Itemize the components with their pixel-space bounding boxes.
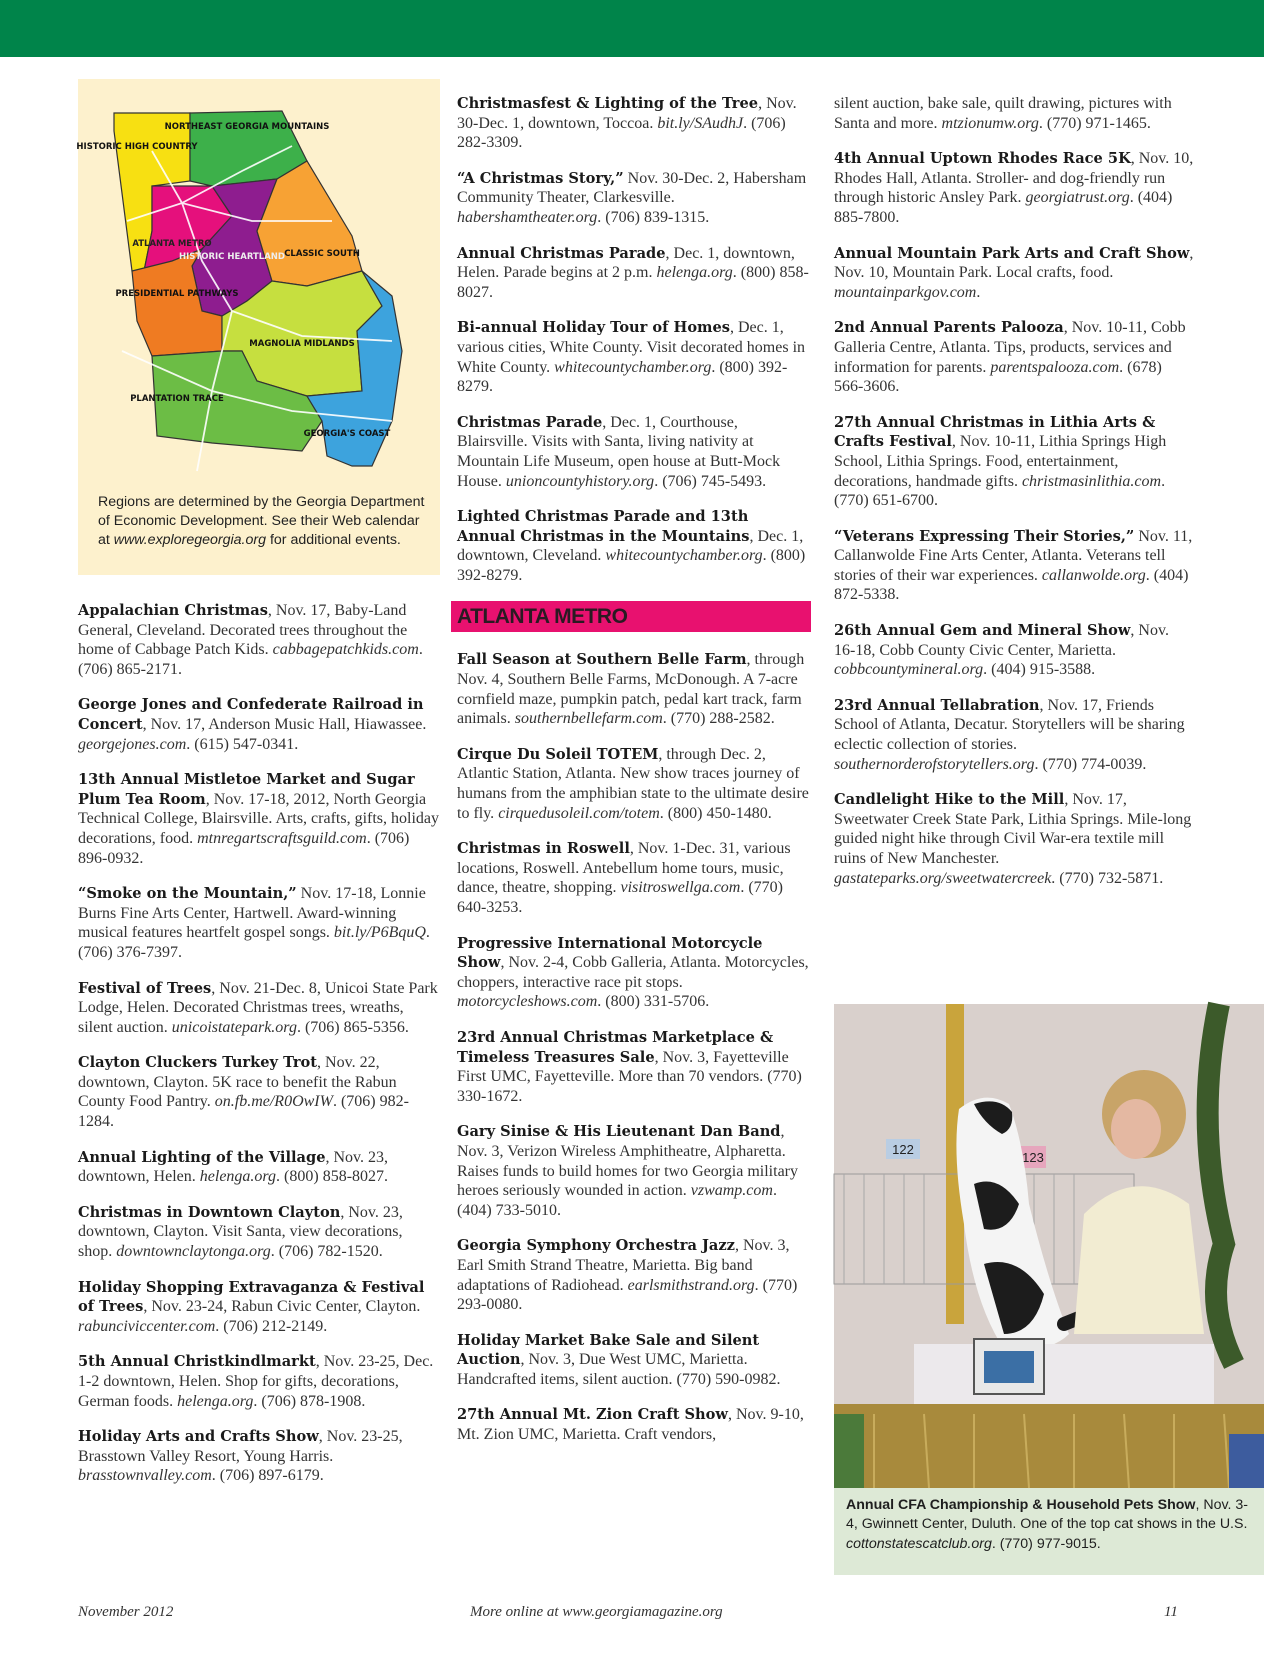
- map-label-historic-heartland: HISTORIC HEARTLAND: [179, 252, 285, 262]
- event-url[interactable]: bit.ly/P6BquQ: [333, 924, 426, 942]
- event-name: Gary Sinise & His Lieutenant Dan Band: [457, 1123, 781, 1141]
- event-listing: [834, 790, 1194, 888]
- event-listing: [834, 621, 1194, 680]
- event-name: 27th Annual Christmas in Lithia Arts & Crafts Festival: [834, 413, 1156, 451]
- event-listing: [834, 244, 1194, 303]
- event-phone: . (678) 566-3606.: [834, 358, 1162, 396]
- event-url[interactable]: southernbellefarm.com: [514, 710, 663, 728]
- event-phone: . (404) 733-5010.: [457, 1182, 777, 1219]
- event-name: Cirque Du Soleil TOTEM: [457, 745, 659, 763]
- event-listing: [78, 1278, 440, 1337]
- event-url[interactable]: georgejones.com: [78, 735, 187, 753]
- event-url[interactable]: rabunciviccenter.com: [78, 1317, 216, 1335]
- event-phone: . (800) 331-5706.: [597, 993, 710, 1011]
- event-phone: . (770) 651-6700.: [834, 472, 1166, 510]
- event-url[interactable]: bit.ly/SAudhJ: [657, 114, 744, 132]
- event-name: Christmas in Roswell: [457, 840, 630, 858]
- event-url[interactable]: on.fb.me/R0OwIW: [214, 1093, 333, 1111]
- event-listing: [78, 601, 440, 679]
- map-caption: [98, 493, 428, 550]
- event-name: Holiday Arts and Crafts Show: [78, 1428, 319, 1446]
- event-name: Christmasfest & Lighting of the Tree: [457, 95, 759, 112]
- event-listing: [457, 1028, 811, 1106]
- event-url[interactable]: cobbcountymineral.org: [834, 661, 984, 679]
- event-details: , Nov. 22, downtown, Clayton. 5K race to benefit the Rabun County Food Pantry.: [78, 1054, 397, 1111]
- event-listing: [834, 527, 1194, 605]
- event-url[interactable]: whitecountychamber.org: [554, 358, 712, 376]
- event-listing: [834, 413, 1194, 511]
- event-url[interactable]: cabbagepatchkids.com: [272, 641, 419, 659]
- photo-caption-title: Annual CFA Championship & Household Pets Show: [846, 1497, 1196, 1513]
- event-details: , Nov. 3, Earl Smith Strand Theatre, Marietta. Big band adaptations of Radiohead.: [457, 1237, 790, 1294]
- event-phone: . (706) 745-5493.: [654, 472, 767, 490]
- event-name: Annual Mountain Park Arts and Craft Show: [834, 244, 1190, 262]
- event-phone: . (800) 392-8279.: [457, 547, 806, 584]
- event-url[interactable]: visitroswellga.com: [620, 879, 741, 897]
- event-details: , Nov. 16-18, Cobb County Civic Center, Marietta.: [834, 622, 1169, 659]
- cat-show-illustration: [834, 1004, 1264, 1488]
- event-name: George Jones and Confederate Railroad in Concert: [78, 696, 424, 733]
- event-url[interactable]: christmasinlithia.com: [1021, 472, 1162, 490]
- photo-caption-details: , Nov. 3-4, Gwinnett Center, Duluth. One of the top cat shows in the U.S.: [846, 1497, 1249, 1533]
- event-details: , Nov. 17, Friends School of Atlanta, Decatur. Storytellers will be sharing eclectic collection of stories.: [834, 696, 1185, 754]
- event-phone: . (800) 392-8279.: [457, 358, 788, 396]
- event-listing: [457, 169, 811, 228]
- photo-caption: [846, 1496, 1256, 1554]
- event-name: Georgia Symphony Orchestra Jazz: [457, 1237, 735, 1255]
- event-url[interactable]: georgiatrust.org: [1025, 189, 1130, 207]
- event-details: , Nov. 23, downtown, Helen.: [78, 1148, 389, 1186]
- map-label-northeast-georgia-mountains: NORTHEAST GEORGIA MOUNTAINS: [164, 122, 330, 132]
- event-url[interactable]: mtzionumw.org: [941, 114, 1039, 132]
- event-listing: [457, 507, 811, 585]
- event-url[interactable]: habershamtheater.org: [457, 208, 598, 226]
- event-details: , through Dec. 2, Atlantic Station, Atlanta. New show traces journey of humans from the amphibian state to the ultimate desire to fly.: [457, 745, 809, 822]
- event-details: , Nov. 17-18, 2012, North Georgia Technical College, Blairsville. Arts, crafts, gifts, holiday decorations, food.: [78, 790, 440, 847]
- event-listing: [457, 1122, 811, 1220]
- event-phone: . (770) 288-2582.: [662, 710, 775, 728]
- event-url[interactable]: helenga.org: [656, 264, 733, 282]
- event-details: , through Nov. 4, Southern Belle Farms, McDonough. A 7-acre cornfield maze, pumpkin patch, pedal kart track, farm animals.: [457, 651, 805, 728]
- event-name: 2nd Annual Parents Palooza: [834, 319, 1064, 337]
- event-name: 27th Annual Mt. Zion Craft Show: [457, 1406, 728, 1424]
- event-details: , Nov. 3, Fayetteville First UMC, Fayetteville. More than 70 vendors. (770) 330-1672.: [457, 1048, 802, 1105]
- event-details: silent auction, bake sale, quilt drawing, pictures with Santa and more.: [834, 95, 1172, 132]
- map-label-presidential-pathways: PRESIDENTIAL PATHWAYS: [115, 289, 239, 299]
- event-url[interactable]: unicoistatepark.org: [171, 1018, 297, 1036]
- map-caption-text: Regions are determined by the Georgia Department of Economic Development. See their Web calendar at: [98, 494, 425, 548]
- event-name: 23rd Annual Christmas Marketplace & Timeless Treasures Sale: [457, 1028, 774, 1066]
- woman-face: [1111, 1099, 1161, 1159]
- photo-feature: [834, 1004, 1264, 1575]
- event-phone: . (706) 896-0932.: [78, 829, 410, 867]
- event-url[interactable]: callanwolde.org: [1041, 566, 1146, 584]
- event-phone: . (404) 915-3588.: [983, 661, 1096, 679]
- event-url[interactable]: unioncountyhistory.org: [505, 472, 655, 490]
- georgia-regions-map-box: [78, 79, 440, 575]
- event-url[interactable]: cirquedusoleil.com/totem: [498, 804, 660, 822]
- event-name: Appalachian Christmas: [78, 602, 268, 619]
- event-url[interactable]: helenga.org: [199, 1168, 277, 1186]
- event-phone: . (770) 971-1465.: [1038, 114, 1151, 132]
- event-phone: . (404) 885-7800.: [834, 189, 1173, 226]
- event-phone: . (706) 865-5356.: [296, 1018, 409, 1036]
- event-name: Bi-annual Holiday Tour of Homes: [457, 319, 730, 337]
- photo-caption-phone: . (770) 977-9015.: [991, 1535, 1101, 1552]
- map-label-classic-south: CLASSIC SOUTH: [284, 249, 360, 259]
- event-details: , Nov. 23-25, Brasstown Valley Resort, Young Harris.: [78, 1428, 403, 1465]
- event-listing: [78, 979, 440, 1038]
- event-listing: [834, 149, 1194, 227]
- event-phone: . (615) 547-0341.: [186, 735, 299, 753]
- event-details: , Dec. 1, Courthouse, Blairsville. Visits with Santa, living nativity at Mountain Life Museum, open house at Butt-Mock House.: [457, 413, 781, 490]
- event-name: Festival of Trees: [78, 979, 212, 997]
- page-number: 11: [1164, 1604, 1178, 1620]
- event-listing: [78, 1053, 440, 1131]
- event-name: “Veterans Expressing Their Stories,”: [834, 527, 1135, 545]
- map-caption-url[interactable]: www.exploregeorgia.org: [113, 532, 266, 548]
- event-phone: . (706) 782-1520.: [270, 1243, 383, 1261]
- event-phone: . (770) 293-0080.: [457, 1276, 798, 1314]
- left-column-listings: [78, 601, 440, 1502]
- event-name: 23rd Annual Tellabration: [834, 696, 1040, 714]
- event-phone: . (706) 865-2171.: [78, 641, 423, 678]
- event-listing: [457, 650, 811, 728]
- event-name: Annual Christmas Parade: [457, 244, 666, 262]
- north-georgia-listings-continued: [457, 94, 811, 585]
- event-details: , Nov. 1-Dec. 31, various locations, Roswell. Antebellum home tours, music, dance, theatre, shopping.: [457, 840, 791, 897]
- event-url[interactable]: motorcycleshows.com: [457, 993, 598, 1011]
- map-label-historic-high-country: HISTORIC HIGH COUNTRY: [76, 142, 198, 152]
- event-url[interactable]: brasstownvalley.com: [78, 1467, 212, 1485]
- gold-table-skirt: [834, 1404, 1264, 1488]
- cage-number-122-label: 122: [892, 1142, 914, 1157]
- event-details: , Nov. 17, Sweetwater Creek State Park, Lithia Springs. Mile-long guided night hike through Civil War-era textile mill ruins of New Manchester.: [834, 791, 1192, 867]
- map-label-georgias-coast: GEORGIA'S COAST: [303, 429, 391, 439]
- map-label-atlanta-metro: ATLANTA METRO: [132, 239, 212, 249]
- event-phone: . (404) 872-5338.: [834, 566, 1189, 604]
- event-details: Nov. 30-Dec. 2, Habersham Community Theater, Clarkesville.: [457, 169, 807, 207]
- event-details: , Dec. 1, downtown, Helen. Parade begins at 2 p.m.: [457, 244, 795, 282]
- header-band: [0, 0, 1264, 57]
- event-details: , Nov. 10, Rhodes Hall, Atlanta. Stroller- and dog-friendly run through historic Ansley Park.: [834, 150, 1194, 207]
- event-phone: . (800) 858-8027.: [276, 1168, 389, 1186]
- event-details: , Nov. 17, Anderson Music Hall, Hiawassee.: [142, 715, 427, 733]
- event-listing: [457, 94, 811, 153]
- event-listing: [834, 94, 1194, 133]
- middle-column-listings: [457, 94, 811, 1461]
- event-url[interactable]: southernorderofstorytellers.org: [834, 755, 1035, 773]
- event-listing: [78, 1427, 440, 1486]
- event-url[interactable]: helenga.org: [177, 1392, 254, 1410]
- event-details: , Nov. 2-4, Cobb Galleria, Atlanta. Motorcycles, choppers, interactive race pit stops.: [457, 954, 809, 991]
- event-phone: . (770) 774-0039.: [1034, 755, 1147, 773]
- event-url[interactable]: earlsmithstrand.org: [627, 1276, 755, 1294]
- map-label-plantation-trace: PLANTATION TRACE: [130, 394, 224, 404]
- event-url[interactable]: parentspalooza.com: [990, 358, 1120, 376]
- event-listing: [457, 1405, 811, 1444]
- event-name: Christmas in Downtown Clayton: [78, 1203, 341, 1221]
- event-phone: . (706) 376-7397.: [78, 924, 430, 961]
- event-listing: [834, 318, 1194, 396]
- event-phone: . (706) 878-1908.: [253, 1392, 366, 1410]
- section-header-atlanta-metro: ATLANTA METRO: [451, 601, 811, 632]
- event-phone: . (800) 450-1480.: [659, 804, 772, 822]
- event-listing: [457, 839, 811, 917]
- event-listing: [78, 770, 440, 868]
- event-listing: [457, 1331, 811, 1390]
- event-phone: . (706) 212-2149.: [215, 1317, 328, 1335]
- event-url[interactable]: downtownclaytonga.org: [116, 1243, 271, 1261]
- event-details: , Nov. 23-24, Rabun Civic Center, Clayton.: [143, 1298, 421, 1316]
- event-name: Candlelight Hike to the Mill: [834, 791, 1065, 809]
- event-details: Nov. 11, Callanwolde Fine Arts Center, Atlanta. Veterans tell stories of their war experiences.: [834, 527, 1193, 584]
- event-details: , Nov. 10-11, Lithia Springs High School, Lithia Springs. Food, entertainment, decorations, handmade gifts.: [834, 433, 1167, 490]
- event-details: , Nov. 21-Dec. 8, Unicoi State Park Lodge, Helen. Decorated Christmas trees, wreaths, silent auction.: [78, 979, 438, 1036]
- map-caption-suffix: for additional events.: [266, 532, 401, 548]
- event-phone: .: [976, 283, 981, 301]
- event-name: 26th Annual Gem and Mineral Show: [834, 622, 1131, 640]
- event-url[interactable]: mountainparkgov.com: [834, 283, 977, 301]
- event-name: Christmas Parade: [457, 413, 603, 431]
- event-phone: . (706) 839-1315.: [597, 208, 710, 226]
- event-phone: . (706) 897-6179.: [211, 1467, 324, 1485]
- georgia-regions-map: [76, 91, 426, 476]
- event-details: , Nov. 17, Baby-Land General, Cleveland. Decorated trees throughout the home of Cabbage Patch Kids.: [78, 602, 408, 659]
- event-name: Holiday Shopping Extravaganza & Festival of Trees: [78, 1278, 425, 1316]
- event-listing: [78, 884, 440, 962]
- event-listing: [457, 413, 811, 491]
- event-listing: [457, 1236, 811, 1314]
- event-details: Nov. 17-18, Lonnie Burns Fine Arts Center, Hartwell. Award-winning musical features heartfelt gospel songs.: [78, 885, 426, 942]
- event-name: Clayton Cluckers Turkey Trot: [78, 1054, 318, 1072]
- event-listing: [78, 695, 440, 754]
- event-name: Progressive International Motorcycle Show: [457, 934, 763, 972]
- footer-more-online[interactable]: More online at www.georgiamagazine.org: [470, 1604, 723, 1620]
- event-details: , Nov. 3, Due West UMC, Marietta. Handcrafted items, silent auction. (770) 590-0982.: [457, 1351, 781, 1388]
- event-phone: . (706) 982-1284.: [78, 1093, 409, 1131]
- event-phone: . (706) 282-3309.: [457, 114, 786, 152]
- right-column-listings: [834, 94, 1194, 904]
- event-url[interactable]: gastateparks.org/sweetwatercreek: [834, 869, 1052, 887]
- event-details: , Nov. 3, Verizon Wireless Amphitheatre, Alpharetta. Raises funds to build homes for two Georgia military heroes seriously wounded in action.: [457, 1123, 798, 1200]
- atlanta-metro-listings: [457, 650, 811, 1444]
- event-details: , Nov. 30-Dec. 1, downtown, Toccoa.: [457, 95, 797, 132]
- event-url[interactable]: mtnregartscraftsguild.com: [197, 829, 367, 847]
- event-name: Annual Lighting of the Village: [78, 1148, 326, 1166]
- event-name: “A Christmas Story,”: [457, 169, 624, 187]
- event-listing: [834, 696, 1194, 774]
- event-listing: [457, 745, 811, 823]
- rainbow-poster: [834, 1414, 864, 1488]
- event-listing: [78, 1203, 440, 1262]
- event-details: , Nov. 10, Mountain Park. Local crafts, food.: [834, 244, 1194, 282]
- event-listing: [457, 318, 811, 396]
- event-details: , Nov. 23, downtown, Clayton. Visit Santa, view decorations, shop.: [78, 1203, 403, 1261]
- event-details: , Nov. 9-10, Mt. Zion UMC, Marietta. Craft vendors,: [457, 1406, 804, 1444]
- event-name: 5th Annual Christkindlmarkt: [78, 1353, 316, 1371]
- event-phone: . (800) 858-8027.: [457, 264, 809, 301]
- event-name: Lighted Christmas Parade and 13th Annual Christmas in the Mountains: [457, 508, 750, 545]
- cage-number-123-label: 123: [1022, 1150, 1044, 1165]
- event-url[interactable]: whitecountychamber.org: [605, 547, 763, 565]
- event-listing: [457, 244, 811, 303]
- photo-caption-url[interactable]: cottonstatescatclub.org: [846, 1535, 992, 1552]
- event-name: 4th Annual Uptown Rhodes Race 5K: [834, 150, 1131, 168]
- map-label-magnolia-midlands: MAGNOLIA MIDLANDS: [249, 339, 355, 349]
- event-listing: [78, 1352, 440, 1411]
- woman-blouse: [1074, 1186, 1204, 1334]
- event-name: “Smoke on the Mountain,”: [78, 885, 297, 903]
- event-details: , Dec. 1, downtown, Cleveland.: [457, 527, 804, 565]
- event-url[interactable]: vzwamp.com: [690, 1182, 773, 1200]
- event-name: Fall Season at Southern Belle Farm: [457, 651, 747, 669]
- event-name: Holiday Market Bake Sale and Silent Auction: [457, 1331, 760, 1369]
- event-phone: . (770) 640-3253.: [457, 879, 783, 916]
- event-phone: . (770) 732-5871.: [1051, 869, 1164, 887]
- event-name: 13th Annual Mistletoe Market and Sugar Plum Tea Room: [78, 771, 415, 808]
- event-details: , Nov. 10-11, Cobb Galleria Centre, Atlanta. Tips, products, services and information for parents.: [834, 319, 1186, 376]
- cat-show-photo: [834, 1004, 1264, 1488]
- event-details: , Nov. 23-25, Dec. 1-2 downtown, Helen. Shop for gifts, decorations, German foods.: [78, 1353, 434, 1410]
- event-listing: [78, 1148, 440, 1187]
- footer-date: November 2012: [78, 1604, 174, 1620]
- event-details: , Dec. 1, various cities, White County. Visit decorated homes in White County.: [457, 319, 806, 376]
- event-listing: [457, 934, 811, 1012]
